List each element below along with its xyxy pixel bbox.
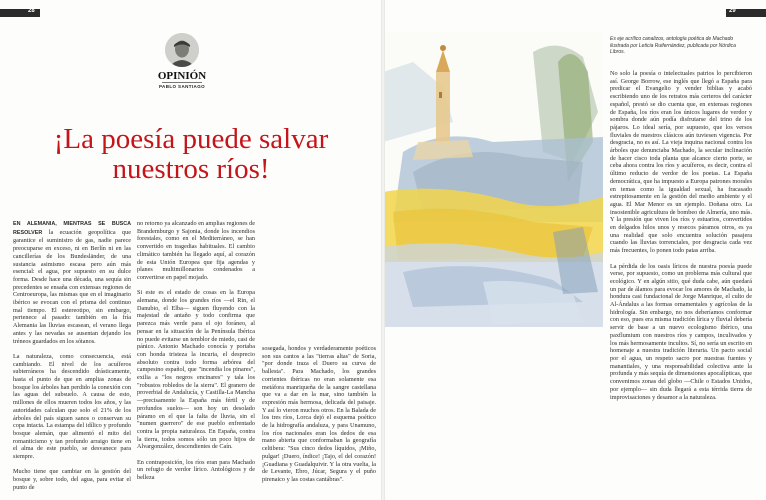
column-1-paragraph-2: La naturaleza, como consecuencia, está cambiando. El nivel de los acuíferos subterráneos ha descendido drásticamente, hasta el punto de que en amplias zonas de bosque los árboles han perdido la conexión con las aguas del subsuelo. A causa de esto, millones de ellos mueren todos los años, y las autoridades calculan que solo el 21% de los árboles del país siguen sanos o conservan su copa intacta. La estampa del idílico y profundo bosque alemán, que alimentó el mito del romanticismo y tan profundo arraigo tiene en el alma de este pueblo, se desvanece para siempre. bbox=[13, 352, 131, 461]
article-column-2 bbox=[137, 220, 255, 482]
watercolor-painting bbox=[383, 32, 603, 327]
section-title: OPINIÓN bbox=[157, 70, 207, 82]
column-1-paragraph-1: EN ALEMANIA, MIENTRAS SE BUSCA RESOLVER la ecuación geopolítica que garantice el suministro de gas, nadie parece preocuparse en exceso, ni en Berlín ni en las cancillerías de los Bundesländer, de una sustancia asimismo escasa pero aún más esencial: el agua, por supuesto en su dulce forma. Desde hace una década, una sequía sin precedentes se ensaña con extensas regiones de Centroeuropa, las mismas que en el imaginario ibérico se evocan con el prisma del continuo mal tiempo. El estereotipo, sin embargo, pertenece al pasado: también en la fría Alemania las lluvias escasean, el verano llega antes y las nevadas se ausentan dejando los tréneos guardados en los sótanos. bbox=[13, 221, 131, 345]
page-number-left bbox=[0, 9, 40, 17]
page-number-right-text: 29 bbox=[729, 8, 736, 14]
column-4-paragraph-1: No solo la poesía o intelectuales patrios lo percibieron así. George Borrow, ese inglés que llegó a España para predicar el Evangelio y vender biblias y acabó escribiendo uno de los retratos más certeros del carácter español, prestó se dio cuenta que, en extensas regiones de España, los ríos eran los únicos lugares de verdor y sombra donde aún podía disfrutarse del trino de los pájaros. Lo ideal sería, por supuesto, que los versos fluviales de nuestros clásicos aún tuviesen vigencia. Por desgracia, no es así. La vieja inquina nacional contra los árboles que denunciaba Machado, la secular inclinación de hacer cisco toda planta que alcance cierto porte, se ceba ahora contra los ríos y acuíferos, es decir, contra el último reducto de verdor de los poetas. La España democrática, que ha impuesto a Europa patrones morales en temas como la igualdad sexual, ha fracasado estrepitosamente en la gestión del medio ambiente y el agua. El Mar Menor es un ejemplo. Doñana otro. La insostenible agricultura de bombeo de Almería, uno más. Y la presión que viven los ríos y estuarios, convertidos en delgados hilos unos y resecos páramos otros, es ya una realidad que solo encuentra solución pasajera cuando las lluvias torrenciales, por desgracia cada vez más frecuentes, lo ponen todo patas arriba. bbox=[610, 70, 752, 255]
column-2-paragraph-3: En contraposición, los ríos eran para Machado un refugio de verdor lírico. Antológicos y de belleza bbox=[137, 458, 255, 482]
illustration-caption: Es eje acrílico canalizos, antología poética de Machado ilustrada por Leticia Ruifernández, publicada por Nórdica Libros. bbox=[610, 36, 736, 56]
article-column-1 bbox=[13, 220, 131, 492]
column-2-paragraph-2: Si este es el estado de cosas en la Europa alemana, donde los grandes ríos —el Rin, el Danubio, el Elba— siguen fluyendo con la majestad de antaño y todo confirma que parezca más verde para el ojo foráneo, al pensar en la situación de la Península Ibérica no puede evitarse un temblor de miedo, casi de pánico. Antonio Machado conocía y portaba con honda tristeza la incuria, el desprecio absoluto contra todo forma arbórea del campesino español, que "incendia los pinares", exilia a "los negros encinares" y tala los "robustos robledos de la sierra". El granero de proverbial de Andalucía, y Castilla-La Mancha —precisamente la España más fértil y de profundos suelos— son hoy un desolado páramo en el que la falta de lluvia, sin el "numen guerrero" de ese pueblo enfrentado contra la propia naturaleza. En España, contra la tierra, todos somos sólo un poco hijos de Alvargonzález, descendientes de Caín. bbox=[137, 289, 255, 451]
column-3-paragraph-1: sosegada, hondos y verdaderamente poéticos son sus cantos a las "tierras altas" de Soria, "por donde traza el Duero su curva de ballesta". Para Machado, los grandes corrientes ibéricas no eran solamente esa metáfora manriqueña de la sangre castellana que va a dar en la mar, sino también la expresión más hermosa, delicada del paisaje. Y así lo vieron muchos otros. En la Balada de los tres ríos, Lorca dejó el esquema poético de la hidrografía andaluza, y para Unamuno, los ríos nacionales eran los dedos de esa mano abierta que conformaban la geografía celtibera: "Sus cinco dedos líquidos, ¡Miño, pulgar! ¡Duero, índice! ¡Tajo, el del corazón! ¡Guadiana y Guadalquivir. Y la otra vuelta, la de Levante, Ebro, Júcar, Segura y el puño pirenaico y las costas cantábras". bbox=[262, 345, 376, 483]
lead-in: EN ALEMANIA, MIENTRAS SE BUSCA RESOLVER bbox=[13, 221, 131, 236]
page-number-left-text: 28 bbox=[28, 8, 35, 14]
article-column-3 bbox=[262, 345, 376, 484]
column-4-paragraph-2: La pérdida de los oasis líricos de nuestra poesía puede verse, por supuesto, como un problema más cultural que ecológico. Y en algún sitio, qué duda cabe, aún quedará un par de álamos para evocar los amores de Machado, la hondura casi fundacional de Jorge Manrique, el culto de Al-Ándalus a las formas ornamentales y agrícolas de la hidrología. Sin embargo, no nos deberíamos conformar con eso, pues era misma tradición lírica y fluvial debería servir de base a un nuevo ecologismo ibérico, una paxflumium con nuestros ríos y campos, inculivados y los más hermosamente incultos. Sí, no sería un escrito en homenaje a nuestra tradición literaria. Un pacto social por el agua, un respeto sacro por nuestras fuentes y manantiales, y una responsabilidad colectiva ante la profunda y más sequía de dimensiones apocalípticas, que convenimos zonas del globo —Chile o Estados Unidos, por ejemplo— sin duda llegará a esta térrida tierra de improvisaciones y desamor a la naturaleza. bbox=[610, 262, 752, 401]
author-avatar bbox=[165, 33, 199, 67]
page-number-right bbox=[726, 9, 766, 17]
article-column-4 bbox=[610, 70, 752, 401]
right-page bbox=[383, 0, 766, 500]
page-gutter bbox=[381, 0, 385, 500]
headline: ¡La poesía puede salvar nuestros ríos! bbox=[53, 123, 329, 185]
author-portrait-icon bbox=[165, 33, 199, 67]
column-2-paragraph-1: no retorno ya alcanzado en amplias regiones de Brandemburgo y Sajonia, donde los incendios forestales, como en el Mediterráneo, se han convertido en tragedias habituales. El cambio climático también ha llegado aquí, al corazón de esta Unión Europea que fija agendas y planes multimillonarios condenados a convertirse en papel mojado. bbox=[137, 220, 255, 281]
column-1-paragraph-3: Mucho tiene que cambiar en la gestión del bosque y, sobre todo, del agua, para evitar el punto de bbox=[13, 468, 131, 491]
author-byline: PABLO SANTIAGO bbox=[140, 84, 224, 89]
